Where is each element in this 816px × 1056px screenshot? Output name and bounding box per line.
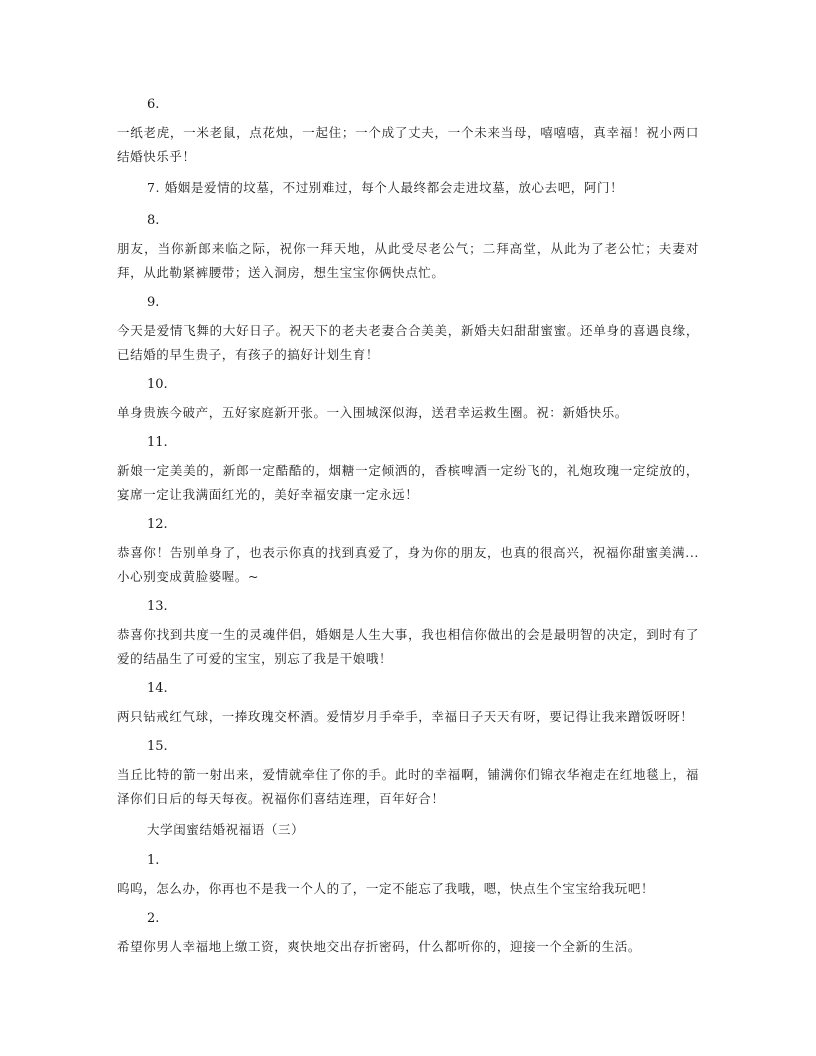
item-text: 当丘比特的箭一射出来，爱情就牵住了你的手。此时的幸福啊，铺满你们锦衣华袍走在红地毯上，福泽你们日后的每天每夜。祝福你们喜结连理，百年好合！: [117, 767, 699, 806]
item-text: 新娘一定美美的，新郎一定酷酷的，烟糖一定倾洒的，香槟啤酒一定纷飞的，礼炮玫瑰一定绽放的，宴席一定让我满面红光的，美好幸福安康一定永远！: [117, 463, 699, 502]
item-6: [117, 95, 699, 169]
item-text: 恭喜你！告别单身了，也表示你真的找到真爱了，身为你的朋友，也真的很高兴，祝福你甜蜜美满...小心别变成黄脸婆喔。~: [117, 545, 699, 584]
item-number: 2.: [147, 911, 160, 926]
item-number: 12.: [147, 517, 168, 532]
item-13: [117, 597, 699, 671]
section-heading: 大学闺蜜结婚祝福语（三）: [147, 822, 305, 837]
item-12: [117, 515, 699, 589]
item-text: 一纸老虎，一米老鼠，点花烛，一起住；一个成了丈夫，一个未来当母，嘻嘻嘻，真幸福！祝小两口结婚快乐乎！: [117, 125, 699, 164]
item-number: 8.: [147, 213, 160, 228]
item-number: 13.: [147, 599, 168, 614]
section-heading-block: [117, 819, 699, 841]
item-text: 恭喜你找到共度一生的灵魂伴侣，婚姻是人生大事，我也相信你做出的会是最明智的决定，到时有了爱的结晶生了可爱的宝宝，别忘了我是干娘哦！: [117, 627, 699, 666]
item-number: 10.: [147, 377, 168, 392]
item-text: 两只钻戒红气球，一捧玫瑰交杯酒。爱情岁月手牵手，幸福日子天天有呀，要记得让我来蹭饭呀呀！: [117, 709, 694, 724]
item-number: 9.: [147, 295, 160, 310]
item-text: 希望你男人幸福地上缴工资，爽快地交出存折密码，什么都听你的，迎接一个全新的生活。: [117, 939, 642, 954]
item-s3-1: [117, 851, 699, 901]
item-7: [117, 177, 699, 199]
item-number: 1.: [147, 853, 160, 868]
item-inline-text: 7. 婚姻是爱情的坟墓，不过别难过，每个人最终都会走进坟墓，放心去吧，阿门！: [147, 180, 624, 195]
item-9: [117, 293, 699, 367]
item-number: 15.: [147, 739, 168, 754]
item-text: 今天是爱情飞舞的大好日子。祝天下的老夫老妻合合美美，新婚夫妇甜甜蜜蜜。还单身的喜遇良缘，已结婚的早生贵子，有孩子的搞好计划生育！: [117, 323, 699, 362]
item-number: 6.: [147, 97, 160, 112]
item-text: 呜呜，怎么办，你再也不是我一个人的了，一定不能忘了我哦，嗯，快点生个宝宝给我玩吧！: [117, 881, 655, 896]
item-number: 14.: [147, 681, 168, 696]
item-text: 单身贵族今破产，五好家庭新开张。一入围城深似海，送君幸运救生圈。祝：新婚快乐。: [117, 405, 628, 420]
item-text: 朋友，当你新郎来临之际，祝你一拜天地，从此受尽老公气；二拜高堂，从此为了老公忙；夫妻对拜，从此勒紧裤腰带；送入洞房，想生宝宝你俩快点忙。: [117, 241, 699, 280]
item-11: [117, 433, 699, 507]
item-14: [117, 679, 699, 729]
document-page: [117, 95, 699, 967]
item-number: 11.: [147, 435, 168, 450]
item-10: [117, 375, 699, 425]
item-s3-2: [117, 909, 699, 959]
item-15: [117, 737, 699, 811]
item-8: [117, 211, 699, 285]
